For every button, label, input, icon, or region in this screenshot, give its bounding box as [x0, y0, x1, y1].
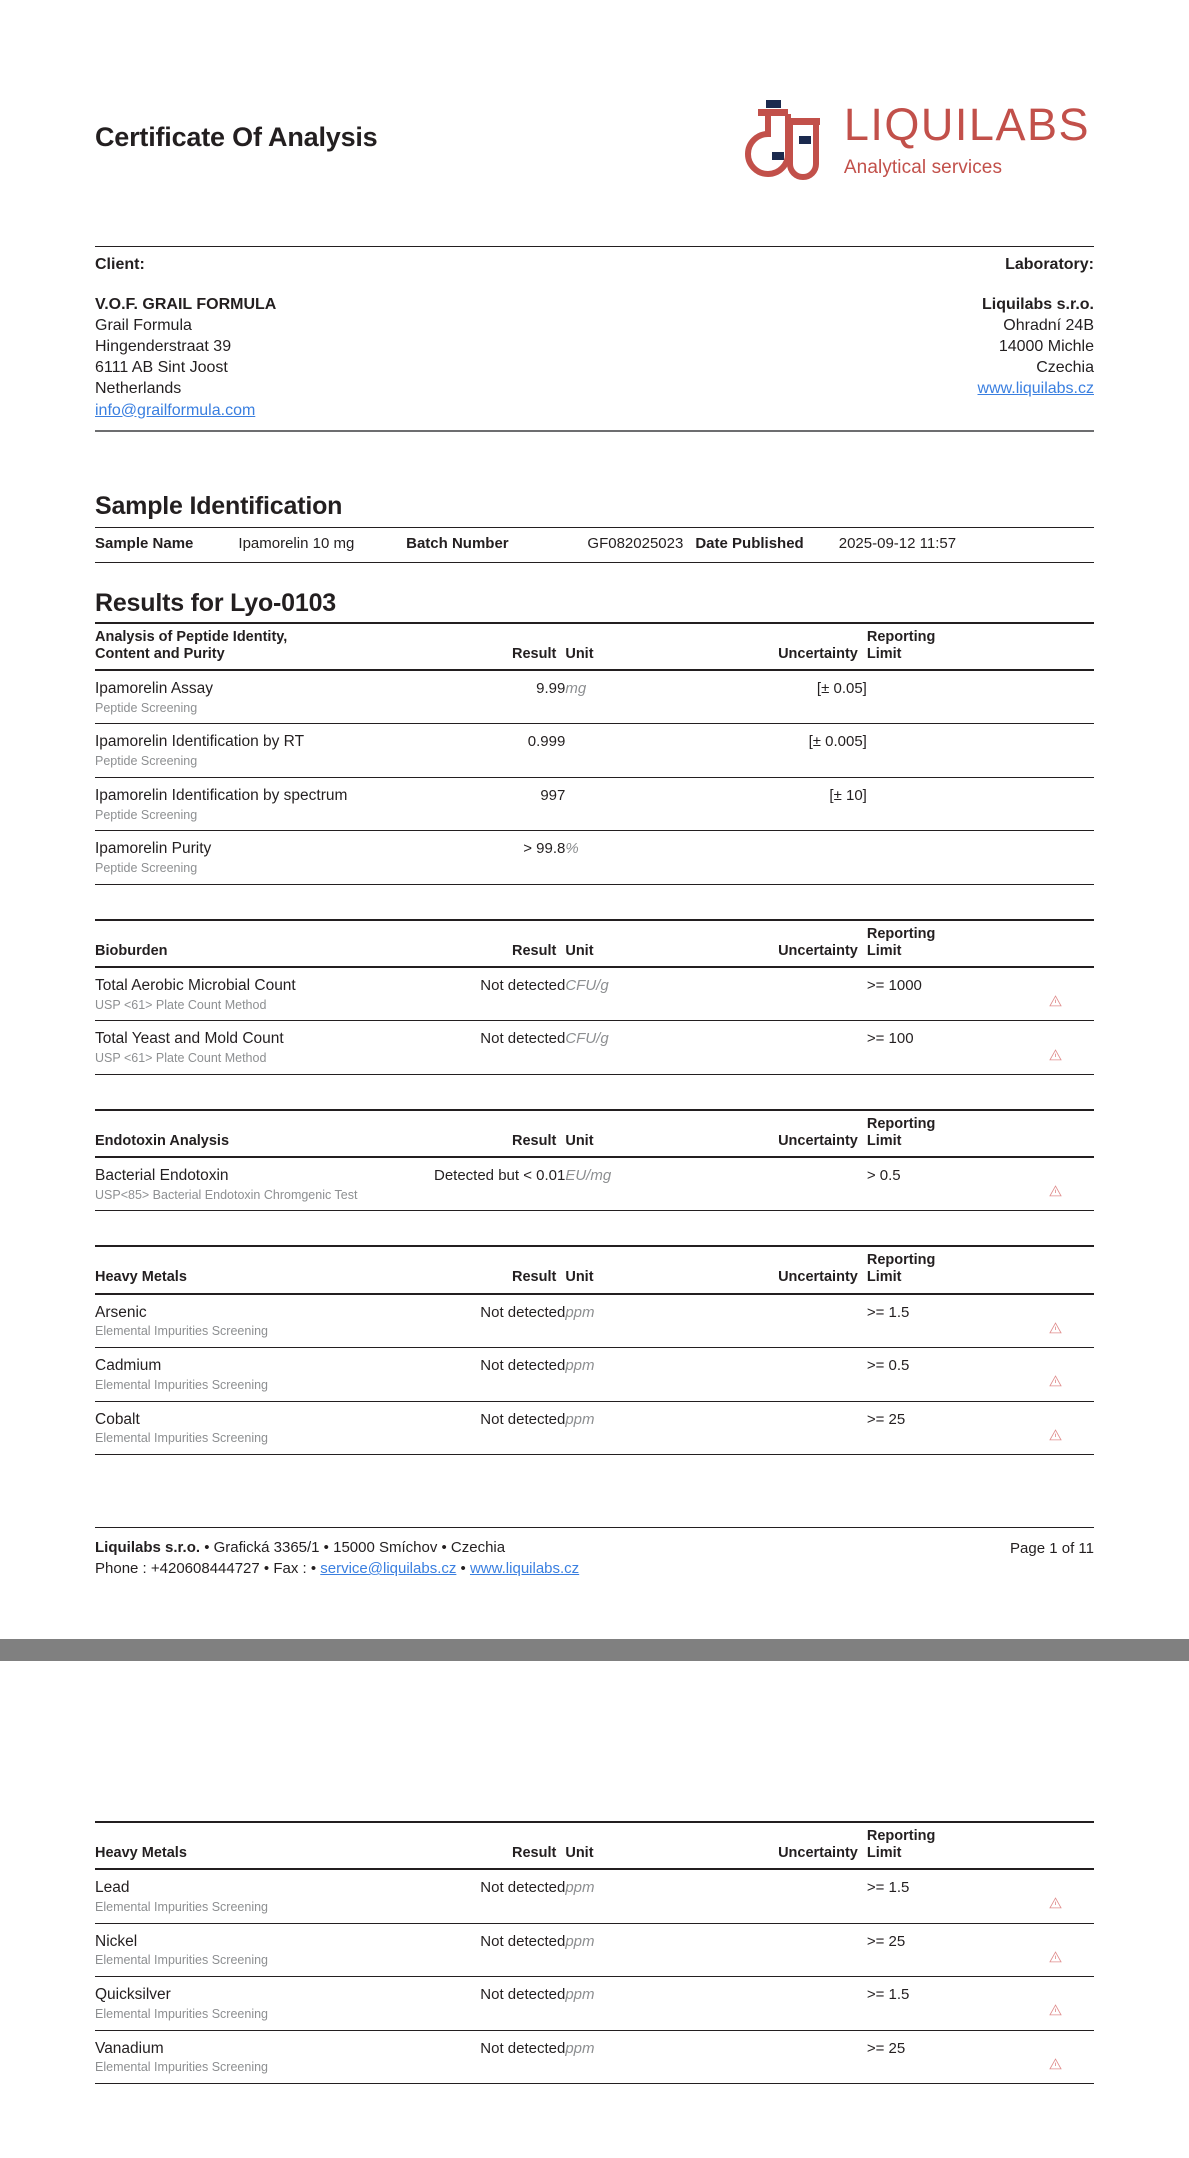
table-header-row	[95, 1246, 1094, 1293]
result-value: Not detected	[480, 1357, 566, 1375]
analyte-cell	[95, 1348, 397, 1401]
warning-triangle-icon	[1049, 993, 1062, 1005]
warning-triangle-icon	[1049, 2002, 1062, 2014]
column-header-flag	[1018, 1110, 1094, 1157]
unit-value: ppm	[565, 1879, 595, 1897]
row-flag	[1018, 724, 1094, 777]
column-header-uncertainty: Uncertainty	[778, 1132, 858, 1149]
analyte-method: USP <61> Plate Count Method	[95, 997, 267, 1012]
reporting-limit-value: >= 1.5	[866, 1986, 910, 2004]
analyte-cell	[95, 1923, 397, 1976]
reporting-limit-value	[867, 724, 1018, 777]
results-tables-page-2	[95, 1821, 1094, 2118]
unit-value: CFU/g	[565, 1030, 609, 1048]
results-table	[95, 622, 1094, 885]
warning-triangle-icon	[1049, 1895, 1062, 1907]
analyte-name: Ipamorelin Purity	[95, 840, 212, 858]
results-table	[95, 1821, 1094, 2084]
client-name: V.O.F. GRAIL FORMULA	[95, 296, 277, 313]
reporting-limit-value	[867, 777, 1018, 830]
column-header-result: Result	[512, 1132, 557, 1149]
reporting-limit-value: >= 25	[866, 1410, 906, 1428]
uncertainty-value	[678, 1348, 867, 1401]
analyte-method: Peptide Screening	[95, 807, 198, 822]
analyte-cell	[95, 967, 397, 1021]
column-header-unit: Unit	[565, 942, 594, 959]
unit-value	[565, 777, 678, 830]
client-line-2: Hingenderstraat 39	[95, 338, 232, 356]
analyte-name: Ipamorelin Identification by RT	[95, 733, 305, 751]
analyte-method: Elemental Impurities Screening	[95, 2006, 268, 2021]
footer-company-info	[95, 1537, 579, 1579]
row-flag	[1018, 1021, 1094, 1074]
reporting-limit-value: >= 25	[866, 2039, 906, 2057]
reporting-limit-value	[867, 670, 1018, 724]
warning-triangle-icon	[1049, 1320, 1062, 1332]
analyte-method: Elemental Impurities Screening	[95, 1900, 268, 1914]
analyte-name: Cobalt	[95, 1410, 140, 1428]
uncertainty-value	[678, 2030, 867, 2083]
result-value: 0.999	[527, 733, 566, 751]
column-header-uncertainty: Uncertainty	[778, 1845, 858, 1862]
table-row	[95, 724, 1094, 777]
warning-triangle-icon	[1049, 2056, 1062, 2068]
table-row	[95, 2030, 1094, 2083]
company-logo	[744, 96, 1090, 186]
table-row	[95, 1401, 1094, 1454]
results-title: Results for Lyo-0103	[95, 588, 336, 617]
result-value: Not detected	[480, 1879, 566, 1897]
table-row	[95, 1869, 1094, 1923]
reporting-limit-value: >= 25	[866, 1932, 906, 1950]
reporting-limit-value: >= 1.5	[866, 1303, 910, 1321]
client-label: Client:	[95, 256, 145, 273]
uncertainty-value	[678, 1977, 867, 2030]
sample-name-label: Sample Name	[95, 534, 194, 552]
analyte-cell	[95, 1869, 397, 1923]
page-indicator: Page 1 of 11	[1010, 1539, 1094, 1557]
analyte-cell	[95, 1977, 397, 2030]
table-header-row	[95, 1110, 1094, 1157]
column-header-result: Result	[512, 1845, 557, 1862]
unit-value: ppm	[565, 1986, 595, 2004]
reporting-limit-value	[867, 831, 1018, 884]
analyte-name: Lead	[95, 1879, 130, 1897]
laboratory-line-3: Czechia	[1036, 359, 1094, 377]
uncertainty-value	[678, 967, 867, 1021]
warning-triangle-icon	[1049, 1047, 1062, 1059]
table-row	[95, 1294, 1094, 1348]
unit-value	[565, 724, 678, 777]
logo-tagline: Analytical services	[843, 157, 1003, 178]
column-header-reporting-limit: Reporting Limit	[866, 925, 936, 959]
result-value: > 99.8	[523, 840, 566, 858]
result-value: 997	[540, 786, 566, 804]
row-flag	[1018, 1869, 1094, 1923]
uncertainty-value	[678, 1294, 867, 1348]
row-flag	[1018, 967, 1094, 1021]
analyte-name: Total Aerobic Microbial Count	[95, 976, 296, 994]
footer-company-name: Liquilabs s.r.o.	[95, 1538, 201, 1556]
footer-email-link[interactable]: service@liquilabs.cz	[320, 1559, 457, 1577]
table-row	[95, 777, 1094, 830]
analyte-cell	[95, 670, 397, 724]
table-spacer	[95, 2084, 1094, 2118]
result-value: 9.99	[536, 679, 566, 697]
unit-value: ppm	[565, 1410, 595, 1428]
row-flag	[1018, 777, 1094, 830]
analyte-cell	[95, 2030, 397, 2083]
analyte-method: Elemental Impurities Screening	[95, 1953, 268, 1968]
table-row	[95, 1021, 1094, 1074]
row-flag	[1018, 2030, 1094, 2083]
client-line-1: Grail Formula	[95, 317, 192, 335]
analyte-cell	[95, 1157, 397, 1211]
client-line-4: Netherlands	[95, 380, 182, 398]
analyte-name: Total Yeast and Mold Count	[95, 1030, 284, 1048]
analyte-method: USP <61> Plate Count Method	[95, 1051, 267, 1066]
table-header-row	[95, 623, 1094, 670]
row-flag	[1018, 1157, 1094, 1211]
warning-triangle-icon	[1049, 1949, 1062, 1961]
table-row	[95, 670, 1094, 724]
column-header-analyte: Heavy Metals	[95, 1845, 187, 1862]
page-break-band	[0, 1639, 1189, 1661]
page-title: Certificate Of Analysis	[95, 122, 378, 152]
footer-address: • Grafická 3365/1 • 15000 Smíchov • Czechia	[200, 1538, 506, 1556]
table-spacer	[95, 1075, 1094, 1109]
row-flag	[1018, 1294, 1094, 1348]
analyte-cell	[95, 1021, 397, 1074]
laboratory-address	[978, 294, 1094, 421]
reporting-limit-value: > 0.5	[866, 1166, 901, 1184]
date-published-label: Date Published	[695, 534, 804, 552]
column-header-uncertainty: Uncertainty	[778, 942, 858, 959]
unit-value: ppm	[565, 1357, 595, 1375]
table-row	[95, 967, 1094, 1021]
laboratory-name: Liquilabs s.r.o.	[981, 296, 1094, 313]
sample-identification-title: Sample Identification	[95, 491, 343, 520]
column-header-reporting-limit: Reporting Limit	[866, 1115, 936, 1149]
result-value: Not detected	[480, 1410, 566, 1428]
warning-triangle-icon	[1049, 1427, 1062, 1439]
laboratory-line-2: 14000 Michle	[998, 338, 1094, 356]
unit-value: ppm	[565, 1932, 595, 1950]
analyte-name: Ipamorelin Assay	[95, 679, 214, 697]
column-header-flag	[1018, 1822, 1094, 1869]
result-value: Detected but < 0.01	[433, 1166, 566, 1184]
analyte-name: Arsenic	[95, 1303, 147, 1321]
result-value: Not detected	[480, 2039, 566, 2057]
unit-value: CFU/g	[565, 976, 609, 994]
column-header-analyte: Endotoxin Analysis	[95, 1132, 230, 1149]
page-break-spacer-top	[0, 1599, 1189, 1639]
column-header-result: Result	[512, 645, 557, 662]
analyte-cell	[95, 831, 397, 884]
analyte-cell	[95, 724, 397, 777]
row-flag	[1018, 1401, 1094, 1454]
analyte-method: Elemental Impurities Screening	[95, 2060, 268, 2075]
column-header-uncertainty: Uncertainty	[778, 645, 858, 662]
uncertainty-value: [± 10]	[829, 786, 867, 804]
analyte-cell	[95, 1294, 397, 1348]
column-header-result: Result	[512, 942, 557, 959]
table-header-row	[95, 1822, 1094, 1869]
analyte-name: Nickel	[95, 1932, 138, 1950]
footer-website-link[interactable]: www.liquilabs.cz	[469, 1559, 580, 1577]
document-page-2	[0, 1731, 1189, 2158]
table-row	[95, 527, 1094, 562]
batch-number-label: Batch Number	[406, 534, 509, 552]
results-table	[95, 1245, 1094, 1455]
table-row	[95, 1923, 1094, 1976]
table-row	[95, 1348, 1094, 1401]
analyte-name: Bacterial Endotoxin	[95, 1166, 229, 1184]
flask-test-tube-icon	[744, 96, 830, 186]
reporting-limit-value: >= 0.5	[866, 1357, 910, 1375]
results-table	[95, 1109, 1094, 1212]
page-break-spacer-bottom	[0, 1661, 1189, 1731]
warning-triangle-icon	[1049, 1183, 1062, 1195]
row-flag	[1018, 831, 1094, 884]
reporting-limit-value: >= 1000	[866, 976, 922, 994]
table-row	[95, 1977, 1094, 2030]
table-row	[95, 831, 1094, 884]
analyte-name: Quicksilver	[95, 1986, 171, 2004]
result-value: Not detected	[480, 1030, 566, 1048]
analyte-name: Cadmium	[95, 1357, 162, 1375]
uncertainty-value	[678, 1923, 867, 1976]
uncertainty-value	[678, 1401, 867, 1454]
uncertainty-value: [± 0.005]	[808, 733, 867, 751]
result-value: Not detected	[480, 1303, 566, 1321]
client-line-3: 6111 AB Sint Joost	[95, 359, 228, 377]
analyte-method: Elemental Impurities Screening	[95, 1431, 268, 1446]
logo-wordmark: LIQUILABS	[843, 99, 1090, 150]
unit-value: EU/mg	[565, 1166, 612, 1184]
laboratory-line-1: Ohradní 24B	[1003, 317, 1094, 335]
column-header-analyte: Bioburden	[95, 942, 168, 959]
results-table	[95, 919, 1094, 1075]
result-value: Not detected	[480, 1986, 566, 2004]
laboratory-website-link[interactable]: www.liquilabs.cz	[977, 380, 1094, 398]
footer-phone: Phone : +420608444727 • Fax : •	[95, 1559, 321, 1577]
reporting-limit-value: >= 1.5	[866, 1879, 910, 1897]
date-published-value: 2025-09-12 11:57	[838, 534, 957, 552]
footer-separator: •	[456, 1559, 470, 1577]
unit-value: %	[565, 840, 579, 858]
analyte-cell	[95, 1401, 397, 1454]
row-flag	[1018, 670, 1094, 724]
column-header-unit: Unit	[565, 1845, 594, 1862]
analyte-method: USP<85> Bacterial Endotoxin Chromgenic Test	[95, 1187, 358, 1202]
row-flag	[1018, 1348, 1094, 1401]
table-header-row	[95, 920, 1094, 967]
column-header-analyte: Heavy Metals	[95, 1269, 187, 1286]
result-value: Not detected	[480, 976, 566, 994]
page-footer	[95, 1527, 1094, 1579]
analyte-method: Elemental Impurities Screening	[95, 1324, 268, 1339]
unit-value: mg	[565, 679, 587, 697]
uncertainty-value	[678, 831, 867, 884]
uncertainty-value	[678, 1869, 867, 1923]
table-spacer	[95, 885, 1094, 919]
batch-number-value: GF082025023	[587, 534, 684, 552]
analyte-name: Vanadium	[95, 2039, 164, 2057]
analyte-method: Peptide Screening	[95, 754, 198, 769]
table-spacer	[95, 1211, 1094, 1245]
column-header-analyte: Analysis of Peptide Identity, Content and Purity	[95, 628, 288, 662]
column-header-flag	[1018, 623, 1094, 670]
column-header-uncertainty: Uncertainty	[778, 1269, 858, 1286]
column-header-flag	[1018, 920, 1094, 967]
unit-value: ppm	[565, 2039, 595, 2057]
document-header	[95, 96, 1094, 200]
column-header-result: Result	[512, 1269, 557, 1286]
client-email-link[interactable]: info@grailformula.com	[95, 401, 256, 419]
sample-identification-table	[95, 527, 1094, 563]
column-header-unit: Unit	[565, 645, 594, 662]
uncertainty-value	[678, 1021, 867, 1074]
uncertainty-value: [± 0.05]	[816, 679, 867, 697]
table-row	[95, 1157, 1094, 1211]
results-tables-page-1	[95, 622, 1094, 1489]
table-spacer	[95, 1455, 1094, 1489]
row-flag	[1018, 1977, 1094, 2030]
column-header-unit: Unit	[565, 1132, 594, 1149]
column-header-reporting-limit: Reporting Limit	[866, 628, 936, 662]
analyte-name: Ipamorelin Identification by spectrum	[95, 786, 348, 804]
column-header-unit: Unit	[565, 1269, 594, 1286]
analyte-method: Elemental Impurities Screening	[95, 1377, 268, 1392]
client-address	[95, 294, 276, 421]
uncertainty-value	[678, 1157, 867, 1211]
unit-value: ppm	[565, 1303, 595, 1321]
warning-triangle-icon	[1049, 1373, 1062, 1385]
column-header-flag	[1018, 1246, 1094, 1293]
result-value: Not detected	[480, 1932, 566, 1950]
analyte-method: Peptide Screening	[95, 700, 198, 715]
laboratory-label: Laboratory:	[1005, 256, 1094, 273]
sample-name-value: Ipamorelin 10 mg	[238, 534, 355, 552]
reporting-limit-value: >= 100	[866, 1030, 914, 1048]
analyte-method: Peptide Screening	[95, 860, 198, 875]
column-header-reporting-limit: Reporting Limit	[866, 1827, 936, 1862]
column-header-reporting-limit: Reporting Limit	[866, 1252, 936, 1286]
party-information-block	[95, 246, 1094, 432]
row-flag	[1018, 1923, 1094, 1976]
analyte-cell	[95, 777, 397, 830]
